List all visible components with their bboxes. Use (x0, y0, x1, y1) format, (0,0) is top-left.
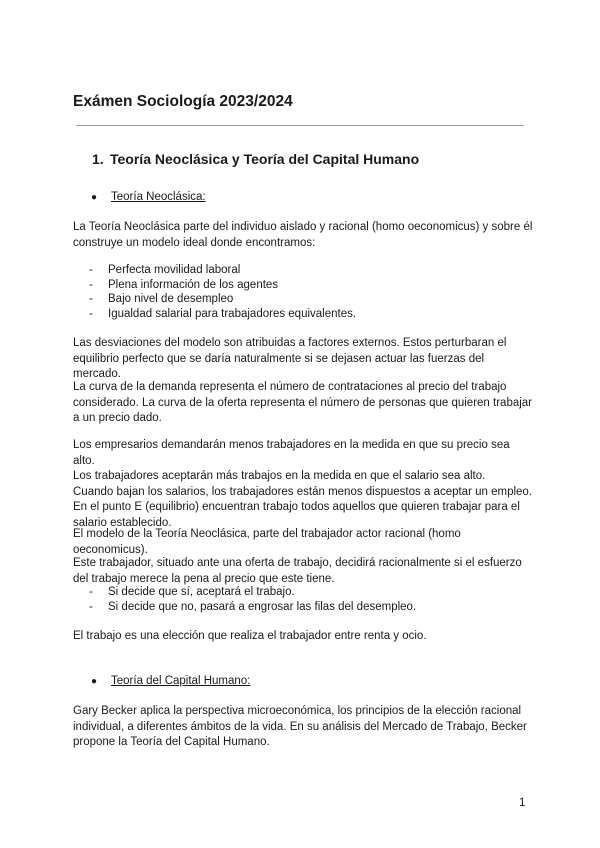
document-title: Exámen Sociología 2023/2024 (73, 93, 293, 110)
list-item: - Plena información de los agentes (89, 278, 279, 291)
text-line: En el punto E (equilibrio) encuentran trabajo todos aquellos que quieren trabajar para el salario establecido. (73, 501, 520, 529)
list-item: - Si decide que no, pasará a engrosar las filas del desempleo. (89, 600, 417, 613)
bullet-label: Teoría Neoclásica: (111, 191, 206, 203)
list-item: - Si decide que sí, aceptará el trabajo. (89, 586, 295, 598)
paragraph-intro: La Teoría Neoclásica parte del individuo aislado y racional (homo oeconomicus) y sobre él construye un modelo ideal donde encontramos: (73, 221, 533, 249)
list-item: - Perfecta movilidad laboral (89, 264, 241, 276)
section-heading-text: Teoría Neoclásica y Teoría del Capital Humano (110, 151, 420, 167)
bullet-dot-icon: ● (91, 192, 98, 203)
page-number: 1 (519, 797, 526, 809)
paragraph-trabajador: Este trabajador, situado ante una oferta de trabajo, decidirá racionalmente si el esfuerzo del trabajo merece la pena al precio que este tiene. (73, 557, 522, 585)
dash-icon: - (89, 293, 93, 306)
paragraph-empresarios (73, 438, 533, 531)
paragraph-curva: La curva de la demanda representa el número de contrataciones al precio del trabajo considerado. La curva de la oferta representa el número de personas que quieren trabajar a un precio dado. (73, 381, 533, 424)
dash-icon: - (89, 264, 93, 276)
decision-list (89, 585, 416, 614)
section-heading (92, 151, 419, 167)
section-number: 1. (92, 151, 104, 167)
text-line: Los trabajadores aceptarán más trabajos en la medida en que el salario sea alto. (73, 470, 486, 482)
title-divider (76, 125, 524, 126)
text-line: Cuando bajan los salarios, los trabajadores están menos dispuestos a aceptar un empleo. (73, 485, 533, 498)
bullet-teoria-capital-humano (91, 675, 250, 687)
list-item: - Igualdad salarial para trabajadores equivalentes. (89, 307, 357, 320)
bullet-dot-icon: ● (91, 676, 98, 687)
paragraph-eleccion: El trabajo es una elección que realiza el trabajador entre renta y ocio. (73, 630, 427, 642)
paragraph-modelo: El modelo de la Teoría Neoclásica, parte del trabajador actor racional (homo oeconomicus). (73, 528, 461, 556)
dash-icon: - (89, 600, 93, 613)
dash-icon: - (89, 278, 93, 291)
dash-icon: - (89, 586, 93, 598)
text-line: Los empresarios demandarán menos trabajadores en la medida en que su precio sea alto. (73, 439, 510, 467)
list-item: - Bajo nivel de desempleo (89, 293, 234, 306)
paragraph-desviaciones: Las desviaciones del modelo son atribuidas a factores externos. Estos perturbaran el equilibrio perfecto que se daría naturalmente si se dejasen actuar las fuerzas del mercado. (73, 337, 507, 380)
paragraph-becker: Gary Becker aplica la perspectiva microeconómica, los principios de la elección racional individual, a diferentes ámbitos de la vida. En su análisis del Mercado de Trabajo, Becker propone la Teoría del Capital Humano. (73, 705, 527, 748)
model-conditions-list (89, 263, 356, 321)
bullet-teoria-neoclasica (91, 191, 206, 203)
bullet-label: Teoría del Capital Humano: (111, 675, 251, 687)
dash-icon: - (89, 307, 93, 320)
